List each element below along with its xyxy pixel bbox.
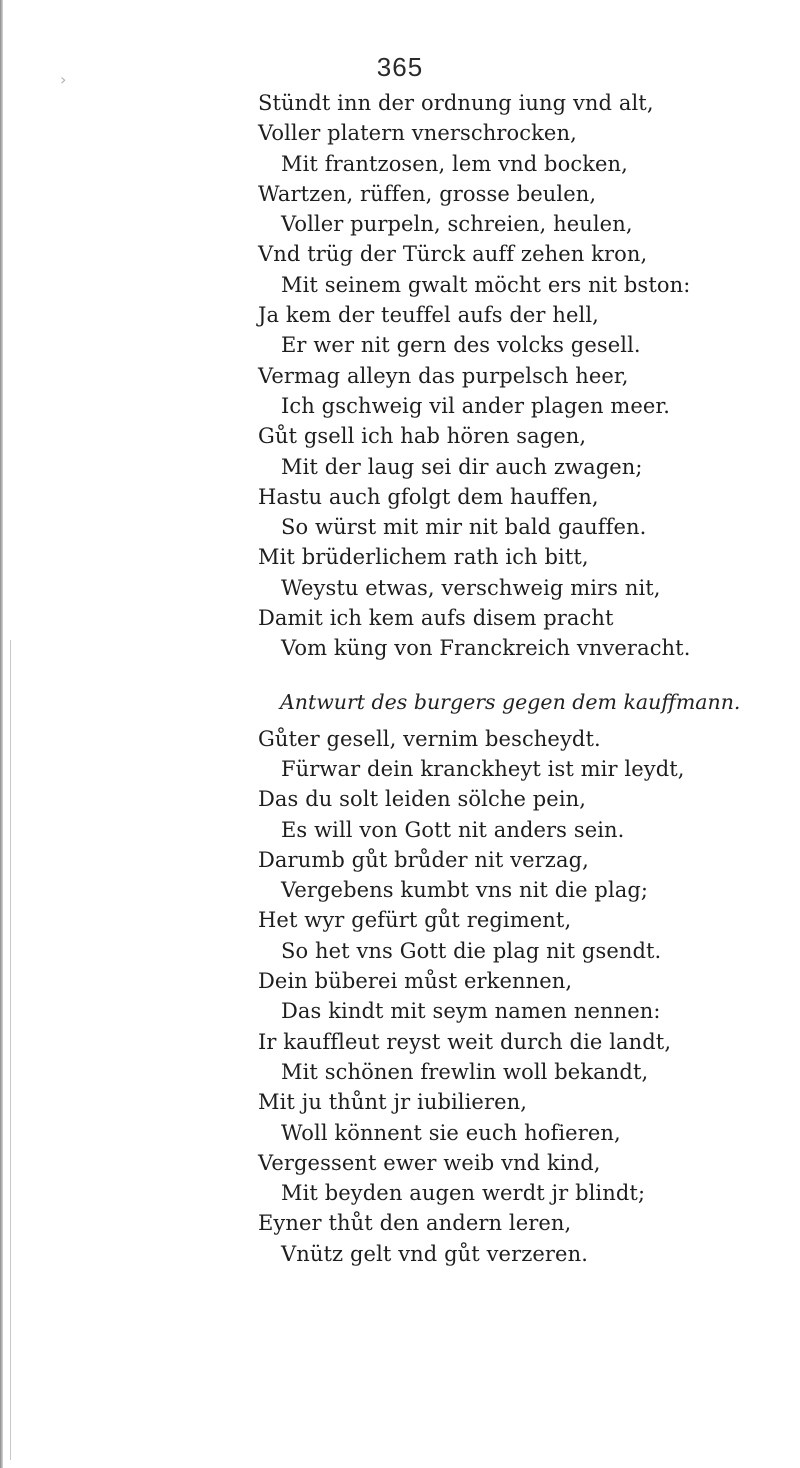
verse-line: Fürwar dein kranckheyt ist mir leydt, (281, 756, 685, 781)
margin-mark: › (60, 70, 67, 89)
verse-line: Vergessent ewer weib vnd kind, (258, 1150, 601, 1175)
verse-line: Stündt inn der ordnung iung vnd alt, (258, 91, 654, 115)
verse-line: Vnd trüg der Türck auff zehen kron, (258, 242, 648, 267)
verse-line: Ir kauffleut reyst weit durch die landt, (258, 1029, 672, 1054)
poem-text-block (258, 88, 778, 1269)
verse-line: Vermag alleyn das purpelsch heer, (258, 363, 629, 388)
verse-line: Het wyr gefürt gůt regiment, (258, 908, 572, 933)
verse-line: Vom küng von Franckreich vnveracht. (281, 636, 691, 661)
verse-line: Voller purpeln, schreien, heulen, (281, 212, 633, 237)
verse-line: Hastu auch gfolgt dem hauffen, (258, 484, 599, 509)
verse-line: Vergebens kumbt vns nit die plag; (281, 878, 649, 903)
verse-line: Mit beyden augen werdt jr blindt; (281, 1181, 646, 1206)
verse-line: Mit brüderlichem rath ich bitt, (258, 545, 589, 570)
verse-line: Das du solt leiden sölche pein, (258, 787, 587, 812)
poem-stanza-burgher (258, 724, 778, 1269)
verse-line: Dein büberei můst erkennen, (258, 969, 573, 994)
verse-line: Das kindt mit seym namen nennen: (281, 999, 661, 1024)
page-edge-shadow (0, 0, 3, 1468)
verse-line: Weystu etwas, verschweig mirs nit, (281, 575, 661, 600)
poem-stanza-merchant (258, 88, 778, 664)
section-heading: Antwurt des burgers gegen dem kauffmann. (280, 689, 741, 714)
verse-line: Eyner thůt den andern leren, (258, 1211, 572, 1236)
verse-line: So würst mit mir nit bald gauffen. (281, 515, 647, 540)
verse-line: Darumb gůt brůder nit verzag, (258, 847, 589, 872)
verse-line: Ja kem der teuffel aufs der hell, (258, 303, 599, 328)
verse-line: Es will von Gott nit anders sein. (281, 817, 625, 842)
verse-line: Gůter gesell, vernim bescheydt. (258, 726, 601, 751)
page-number: 365 (376, 52, 424, 82)
verse-line: Mit der laug sei dir auch zwagen; (281, 454, 643, 479)
verse-line: Er wer nit gern des volcks gesell. (281, 333, 641, 358)
verse-line: Wartzen, rüffen, grosse beulen, (258, 181, 597, 206)
verse-line: Mit schönen frewlin woll bekandt, (281, 1059, 649, 1084)
verse-line: Woll könnent sie euch hofieren, (281, 1120, 621, 1145)
verse-line: Mit seinem gwalt möcht ers nit bston: (281, 272, 691, 297)
verse-line: Damit ich kem aufs disem pracht (258, 606, 614, 631)
verse-line: Voller platern vnerschrocken, (258, 121, 577, 146)
verse-line: Gůt gsell ich hab hören sagen, (258, 424, 587, 449)
verse-line: So het vns Gott die plag nit gsendt. (281, 938, 662, 963)
gutter-line (10, 640, 11, 1460)
verse-line: Ich gschweig vil ander plagen meer. (281, 393, 671, 418)
verse-line: Vnütz gelt vnd gůt verzeren. (281, 1241, 588, 1266)
verse-line: Mit frantzosen, lem vnd bocken, (281, 151, 628, 176)
verse-line: Mit ju thůnt jr iubilieren, (258, 1090, 528, 1115)
